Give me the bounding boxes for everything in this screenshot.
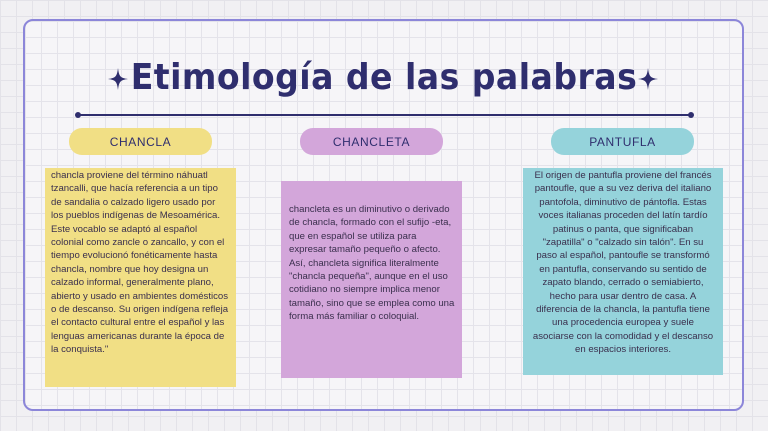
chancleta-card: chancleta es un diminutivo o derivado de chancla, formado con el sufijo -eta, que en español se utiliza para expresar tamaño pequeño o afecto. Así, chancleta significa literalmente "chancla pequeña", aunque en el uso cotidiano no siempre implica menor tamaño, sino que se emplea como una forma más familiar o coloquial.	[281, 181, 462, 378]
chancleta-label: CHANCLETA	[300, 128, 443, 155]
sparkle-icon	[638, 68, 658, 90]
pantufla-label: PANTUFLA	[551, 128, 694, 155]
title-divider	[78, 114, 691, 116]
page-title: Etimología de las palabras	[130, 57, 638, 98]
chancla-card: chancla proviene del término náhuatl tzancalli, que hacía referencia a un tipo de sandalia o calzado ligero usado por los pueblos indígenas de Mesoamérica. Este vocablo se adaptó al español colonial como zancle o zancallo, y con el tiempo evolucionó fonéticamente hasta chancla, nombre que hoy designa un calzado informal, generalmente plano, abierto y usado en ambientes domésticos o de descanso. Su origen indígena refleja el contacto cultural entre el español y las lenguas americanas durante la época de la conquista."	[45, 168, 236, 387]
chancla-label: CHANCLA	[69, 128, 212, 155]
pantufla-card: El origen de pantufla proviene del francés pantoufle, que a su vez deriva del italiano pantofola, diminutivo de pántofla. Estas voces italianas proceden del latín tardío patinus o panta, que significaban "zapatilla" o "calzado sin talón". En su paso al español, pantoufle se transformó en pantufla, conservando su sentido de zapato blando, cerrado o semiabierto, hecho para usar dentro de casa. A diferencia de la chancla, la pantufla tiene una procedencia europea y suele asociarse con la comodidad y el descanso en espacios interiores.	[523, 168, 723, 375]
